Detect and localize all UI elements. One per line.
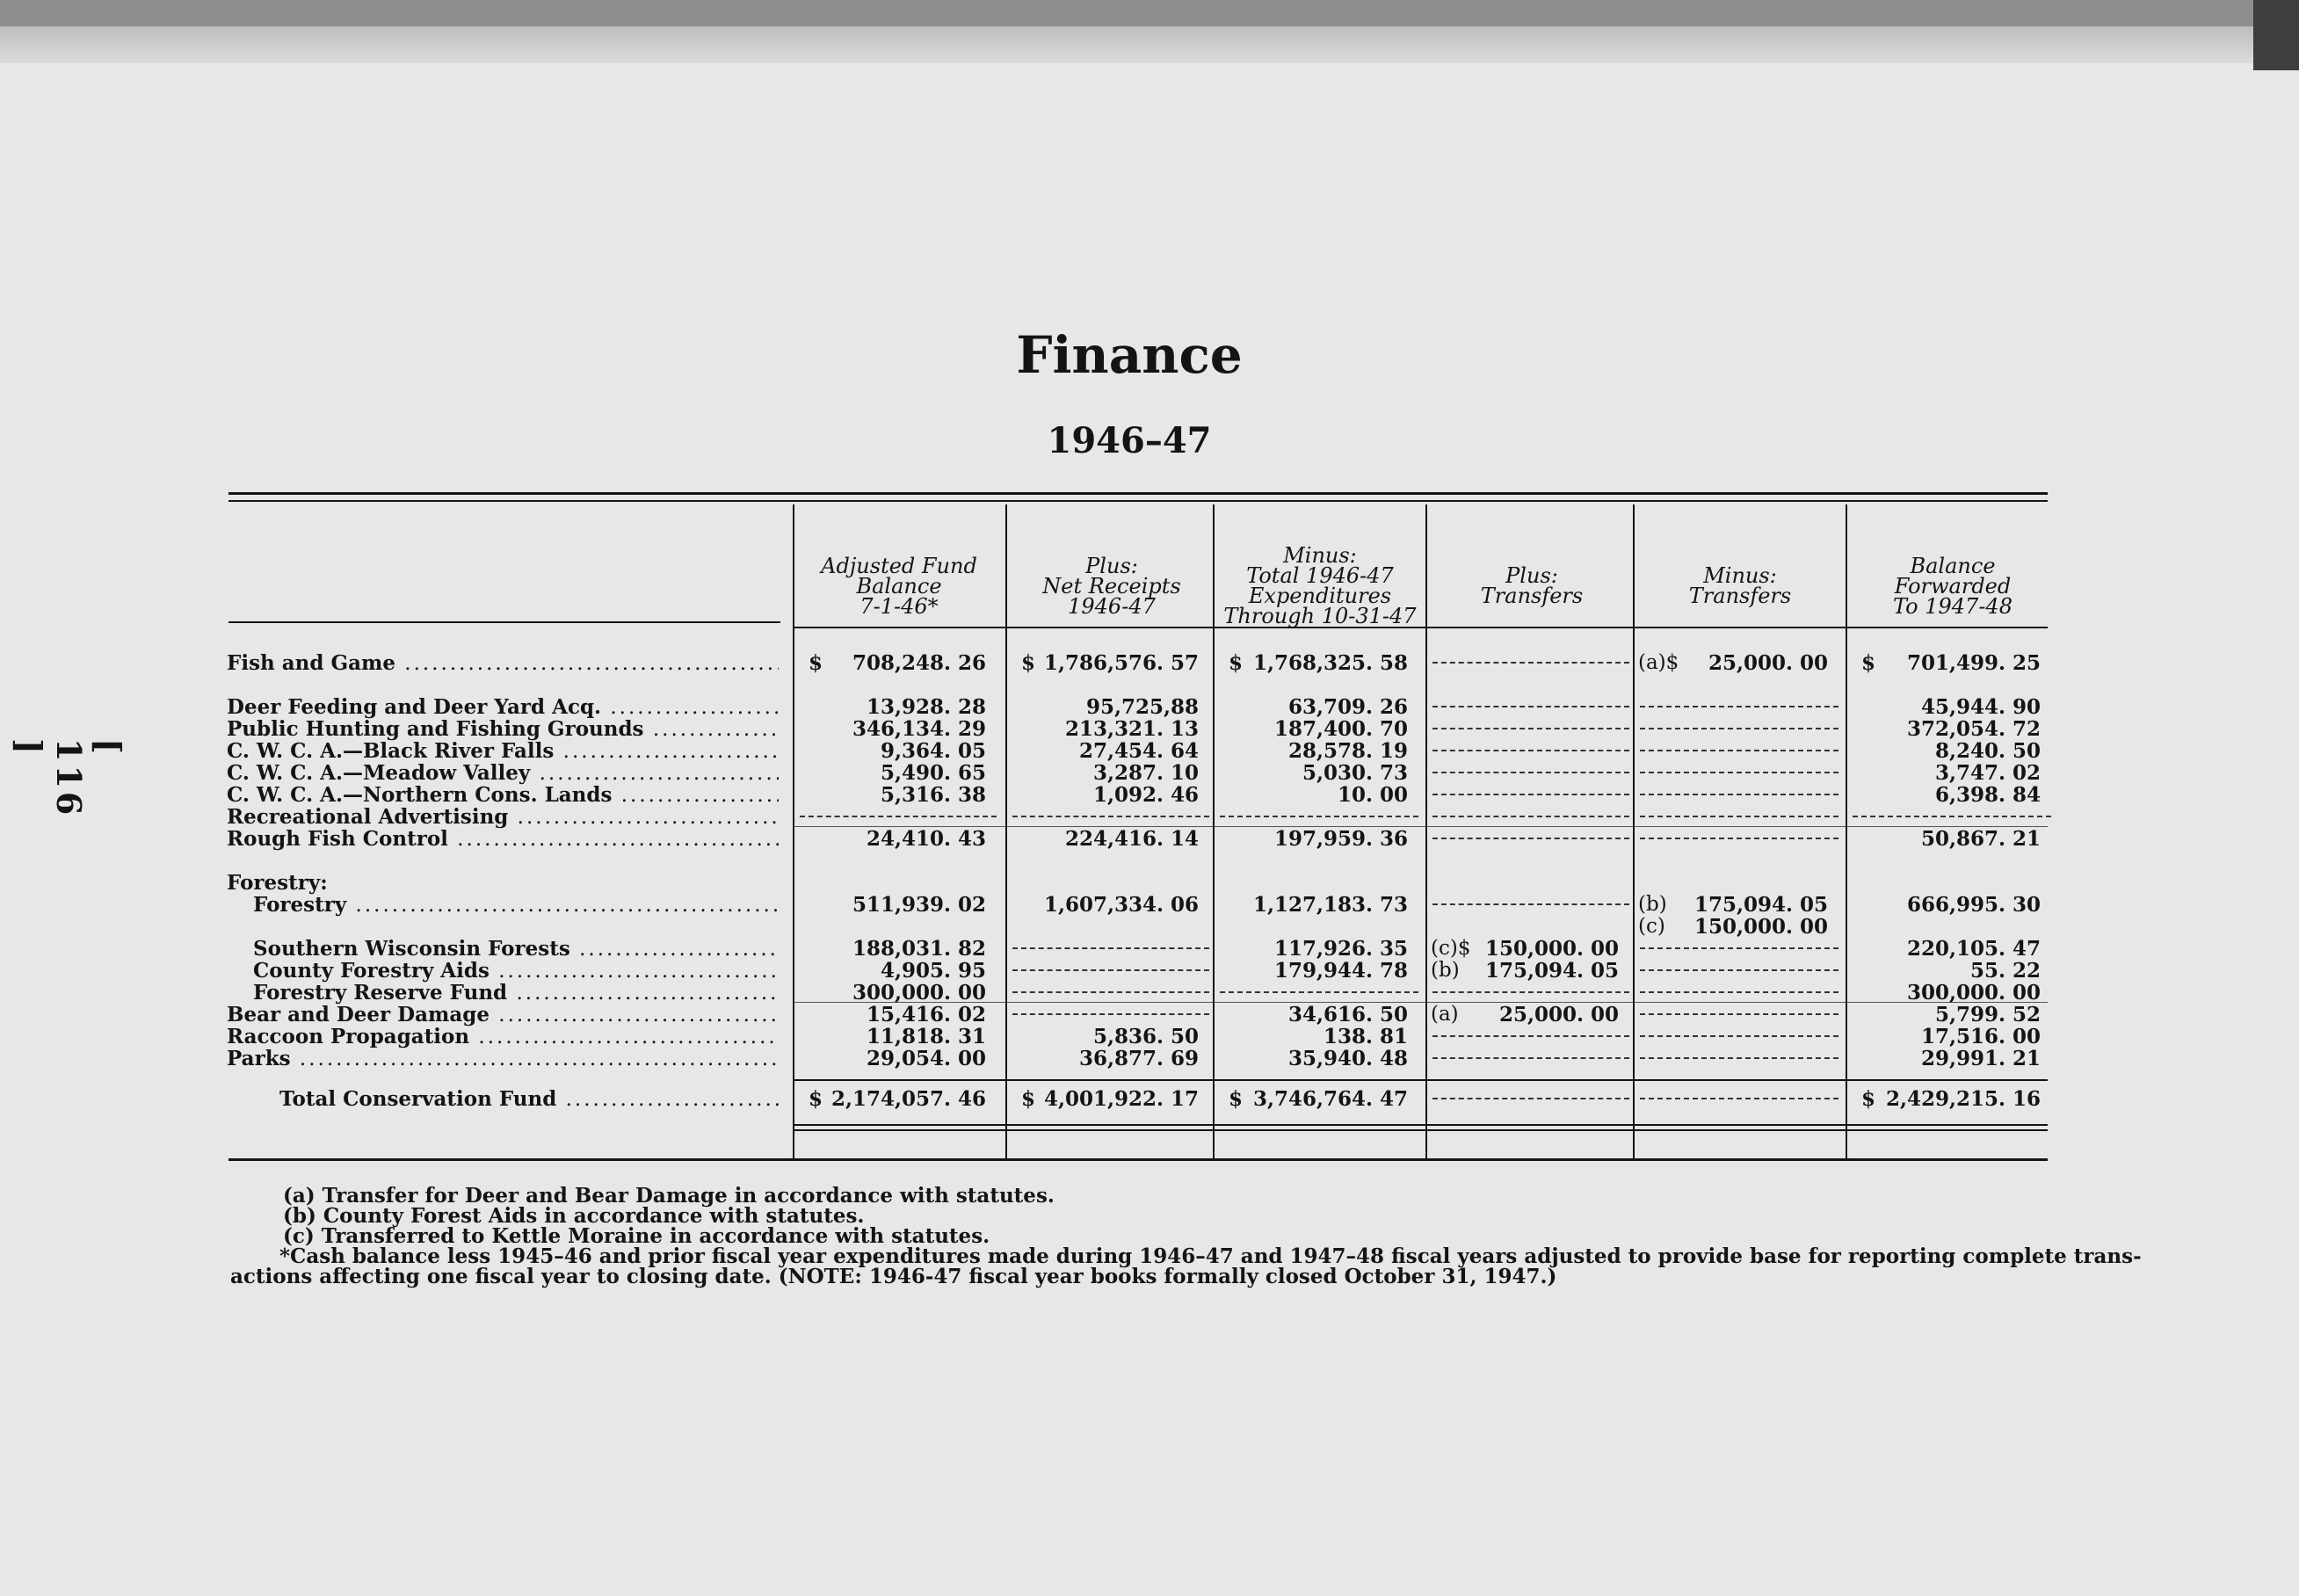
column-header-line: Total 1946-47: [1246, 563, 1394, 588]
empty-cell-dashes: [1012, 969, 1209, 971]
footnote-line: actions affecting one fiscal year to closing date. (NOTE: 1946-47 fiscal year books formally closed October 31, 1947.): [230, 1265, 1557, 1288]
cell-col-1: 11,818. 31: [866, 1025, 986, 1048]
table-row: [0, 937, 2299, 959]
empty-cell-dashes: [1640, 1057, 1838, 1059]
cell-col-3: 28,578. 19: [1287, 739, 1408, 763]
cell-col-1: 2,174,057. 46: [830, 1087, 986, 1111]
cell-col-2: 1,786,576. 57: [1043, 651, 1199, 675]
scan-top-shadow: [0, 26, 2299, 63]
cell-col-6: 17,516. 00: [1920, 1025, 2041, 1048]
cell-col-2: 4,001,922. 17: [1043, 1087, 1199, 1111]
empty-cell-dashes: [1432, 706, 1629, 707]
column-header-line: Adjusted Fund: [821, 553, 977, 578]
row-label: Southern Wisconsin Forests .....: [253, 937, 779, 961]
cell-col-3: 117,926. 35: [1273, 937, 1408, 961]
total-bottom-rule-2: [794, 1129, 2048, 1131]
row-label: Forestry:: [227, 871, 328, 895]
transfer-note-tag: (b): [1638, 893, 1667, 916]
cell-col-3: 179,944. 78: [1273, 959, 1408, 983]
column-header-line: Plus:: [1505, 563, 1558, 588]
empty-cell-dashes: [1012, 991, 1209, 993]
table-row: [0, 651, 2299, 673]
currency-sign: $: [1021, 1087, 1036, 1111]
footnote-line: *Cash balance less 1945–46 and prior fiscal year expenditures made during 1946–47 and 1947–48 fiscal years adjusted to provide base for reporting complete trans-: [279, 1244, 2142, 1268]
column-header-line: 1946-47: [1068, 593, 1156, 619]
row-label: Forestry Reserve Fund .....: [253, 981, 779, 1005]
column-header-line: Minus:: [1283, 543, 1357, 568]
cell-col-6: 372,054. 72: [1906, 717, 2041, 741]
cell-col-4: 150,000. 00: [1484, 937, 1619, 961]
row-label: Rough Fish Control .....: [227, 827, 779, 851]
cell-col-5: 175,094. 05: [1693, 893, 1828, 917]
column-header-6: [1847, 542, 2058, 630]
table-row: [0, 739, 2299, 761]
cell-col-4: 25,000. 00: [1498, 1003, 1619, 1027]
cell-col-6: 701,499. 25: [1906, 651, 2041, 675]
empty-cell-dashes: [1012, 1013, 1209, 1015]
cell-col-2: 1,092. 46: [1092, 783, 1199, 807]
table-row: [0, 1025, 2299, 1047]
empty-cell-dashes: [1432, 1098, 1629, 1099]
cell-col-3: 197,959. 36: [1273, 827, 1408, 851]
cell-col-6: 220,105. 47: [1906, 937, 2041, 961]
column-header-line: Forwarded: [1894, 573, 2012, 598]
cell-col-2: 5,836. 50: [1092, 1025, 1199, 1048]
cell-col-3: 1,127,183. 73: [1252, 893, 1408, 917]
row-label: C. W. C. A.—Black River Falls .....: [227, 739, 779, 763]
empty-cell-dashes: [1640, 969, 1838, 971]
column-header-3: [1215, 542, 1425, 630]
total-row: [0, 1087, 2299, 1109]
empty-cell-dashes: [1640, 816, 1838, 817]
currency-sign: $: [809, 651, 823, 675]
row-label: Bear and Deer Damage .....: [227, 1003, 779, 1027]
cell-col-1: 24,410. 43: [866, 827, 986, 851]
empty-cell-dashes: [1432, 772, 1629, 773]
cell-col-3: 10. 00: [1337, 783, 1408, 807]
page-subtitle: 1946–47: [1047, 420, 1212, 461]
cell-col-6: 45,944. 90: [1920, 695, 2041, 719]
empty-cell-dashes: [1640, 772, 1838, 773]
scan-top-edge: [0, 0, 2299, 26]
empty-cell-dashes: [1853, 816, 2051, 817]
empty-cell-dashes: [1640, 794, 1838, 795]
cell-col-6: 6,398. 84: [1934, 783, 2041, 807]
empty-cell-dashes: [1432, 750, 1629, 751]
cell-col-2: 3,287. 10: [1092, 761, 1199, 785]
cell-col-3: 34,616. 50: [1287, 1003, 1408, 1027]
scan-corner: [2253, 0, 2299, 70]
empty-cell-dashes: [1640, 706, 1838, 707]
empty-cell-dashes: [1640, 1098, 1838, 1099]
cell-col-6: 8,240. 50: [1934, 739, 2041, 763]
footnote-line: (b) County Forest Aids in accordance with statutes.: [283, 1204, 865, 1228]
column-header-line: Transfers: [1480, 584, 1584, 608]
column-header-line: Minus:: [1703, 563, 1777, 588]
empty-cell-dashes: [1432, 1057, 1629, 1059]
column-header-5: [1635, 542, 1846, 630]
column-header-line: Net Receipts: [1042, 573, 1181, 598]
transfer-note-tag: (c): [1638, 915, 1665, 938]
row-label: Public Hunting and Fishing Grounds .....: [227, 717, 779, 741]
empty-cell-dashes: [1012, 947, 1209, 949]
currency-sign: $: [1229, 651, 1244, 675]
table-top-rule-2: [228, 500, 2048, 502]
row-label: Forestry .....: [253, 893, 779, 917]
transfer-note-tag: (a): [1431, 1003, 1459, 1026]
cell-col-1: 15,416. 02: [866, 1003, 986, 1027]
column-header-line: 7-1-46*: [859, 593, 939, 619]
cell-col-2: 95,725,88: [1085, 695, 1199, 719]
empty-cell-dashes: [1640, 750, 1838, 751]
currency-sign: $: [1861, 1087, 1876, 1111]
cell-col-2: 213,321. 13: [1064, 717, 1199, 741]
table-row: [0, 805, 2299, 827]
currency-sign: $: [1021, 651, 1036, 675]
cell-col-6: 666,995. 30: [1906, 893, 2041, 917]
cell-col-3: 5,030. 73: [1302, 761, 1408, 785]
currency-sign: $: [1861, 651, 1876, 675]
column-header-line: Transfers: [1688, 584, 1792, 608]
header-rule-label: [228, 621, 780, 623]
cell-col-1: 29,054. 00: [866, 1047, 986, 1070]
column-header-line: Plus:: [1085, 553, 1138, 578]
cell-col-5: 25,000. 00: [1708, 651, 1828, 675]
transfer-note-tag: (a)$: [1638, 651, 1679, 674]
cell-col-4: 175,094. 05: [1484, 959, 1619, 983]
column-header-2: [1007, 542, 1216, 630]
table-row: [0, 717, 2299, 739]
table-row: [0, 695, 2299, 717]
empty-cell-dashes: [1432, 662, 1629, 664]
row-label: C. W. C. A.—Northern Cons. Lands .....: [227, 783, 779, 807]
table-row-continuation: [0, 915, 2299, 937]
table-row: [0, 783, 2299, 805]
cell-col-6: 3,747. 02: [1934, 761, 2041, 785]
row-label: County Forestry Aids .....: [253, 959, 779, 983]
cell-col-3: 187,400. 70: [1273, 717, 1408, 741]
cell-col-2: 224,416. 14: [1064, 827, 1199, 851]
cell-col-1: 300,000. 00: [852, 981, 986, 1005]
empty-cell-dashes: [1640, 1013, 1838, 1015]
cell-col-1: 188,031. 82: [852, 937, 986, 961]
page-number: [ 116 ]: [10, 738, 128, 819]
currency-sign: $: [809, 1087, 823, 1111]
cell-col-6: 5,799. 52: [1934, 1003, 2041, 1027]
empty-cell-dashes: [1220, 991, 1418, 993]
total-top-rule: [794, 1079, 2048, 1081]
table-row: [0, 1003, 2299, 1025]
footnote-line: (c) Transferred to Kettle Moraine in accordance with statutes.: [283, 1224, 990, 1248]
empty-cell-dashes: [1432, 728, 1629, 729]
row-label: Total Conservation Fund .....: [279, 1087, 779, 1111]
empty-cell-dashes: [1220, 816, 1418, 817]
cell-col-6: 29,991. 21: [1920, 1047, 2041, 1070]
cell-col-2: 27,454. 64: [1078, 739, 1199, 763]
cell-col-3: 63,709. 26: [1287, 695, 1408, 719]
currency-sign: $: [1229, 1087, 1244, 1111]
column-header-line: Through 10-31-47: [1223, 604, 1417, 628]
row-label: Recreational Advertising .....: [227, 805, 779, 829]
page-title: Finance: [1016, 325, 1243, 385]
column-header-line: Balance: [856, 573, 942, 598]
cell-col-3: 1,768,325. 58: [1252, 651, 1408, 675]
row-label: Raccoon Propagation .....: [227, 1025, 779, 1048]
cell-col-3: 138. 81: [1323, 1025, 1408, 1048]
footnote-line: (a) Transfer for Deer and Bear Damage in accordance with statutes.: [283, 1184, 1055, 1208]
empty-cell-dashes: [1640, 728, 1838, 729]
cell-col-6: 300,000. 00: [1906, 981, 2041, 1005]
cell-col-1: 5,490. 65: [880, 761, 986, 785]
empty-cell-dashes: [1432, 1035, 1629, 1037]
empty-cell-dashes: [800, 816, 997, 817]
table-row: [0, 871, 2299, 893]
table-bottom-rule: [228, 1158, 2048, 1161]
cell-col-6: 55. 22: [1969, 959, 2041, 983]
total-bottom-rule: [794, 1124, 2048, 1126]
empty-cell-dashes: [1432, 903, 1629, 905]
cell-col-3: 3,746,764. 47: [1252, 1087, 1408, 1111]
empty-cell-dashes: [1012, 816, 1209, 817]
empty-cell-dashes: [1640, 1035, 1838, 1037]
cell-col-2: 1,607,334. 06: [1043, 893, 1199, 917]
cell-col-1: 4,905. 95: [880, 959, 986, 983]
empty-cell-dashes: [1432, 991, 1629, 993]
empty-cell-dashes: [1432, 838, 1629, 839]
cell-col-6: 2,429,215. 16: [1885, 1087, 2041, 1111]
table-row: [0, 827, 2299, 849]
cell-col-6: 50,867. 21: [1920, 827, 2041, 851]
cell-col-2: 36,877. 69: [1078, 1047, 1199, 1070]
row-label: Fish and Game .....: [227, 651, 779, 675]
column-header-1: [794, 542, 1004, 630]
table-row: [0, 893, 2299, 915]
cell-col-1: 13,928. 28: [866, 695, 986, 719]
empty-cell-dashes: [1432, 816, 1629, 817]
empty-cell-dashes: [1640, 947, 1838, 949]
transfer-note-tag: (b): [1431, 959, 1460, 982]
table-row: [0, 981, 2299, 1003]
cell-col-1: 346,134. 29: [852, 717, 986, 741]
table-row: [0, 761, 2299, 783]
cell-col-1: 5,316. 38: [880, 783, 986, 807]
column-header-line: To 1947-48: [1893, 593, 2013, 619]
empty-cell-dashes: [1432, 794, 1629, 795]
table-row: [0, 959, 2299, 981]
row-label: Parks .....: [227, 1047, 779, 1070]
cell-col-5: 150,000. 00: [1693, 915, 1828, 939]
transfer-note-tag: (c)$: [1431, 937, 1471, 960]
empty-cell-dashes: [1640, 991, 1838, 993]
cell-col-1: 708,248. 26: [852, 651, 986, 675]
column-header-4: [1427, 542, 1636, 630]
table-top-rule: [228, 492, 2048, 495]
cell-col-3: 35,940. 48: [1287, 1047, 1408, 1070]
column-header-line: Expenditures: [1248, 584, 1392, 608]
cell-col-1: 9,364. 05: [880, 739, 986, 763]
row-label: Deer Feeding and Deer Yard Acq. .....: [227, 695, 779, 719]
row-label: C. W. C. A.—Meadow Valley .....: [227, 761, 779, 785]
cell-col-1: 511,939. 02: [852, 893, 986, 917]
table-row: [0, 1047, 2299, 1069]
empty-cell-dashes: [1640, 838, 1838, 839]
column-header-line: Balance: [1910, 553, 1996, 578]
